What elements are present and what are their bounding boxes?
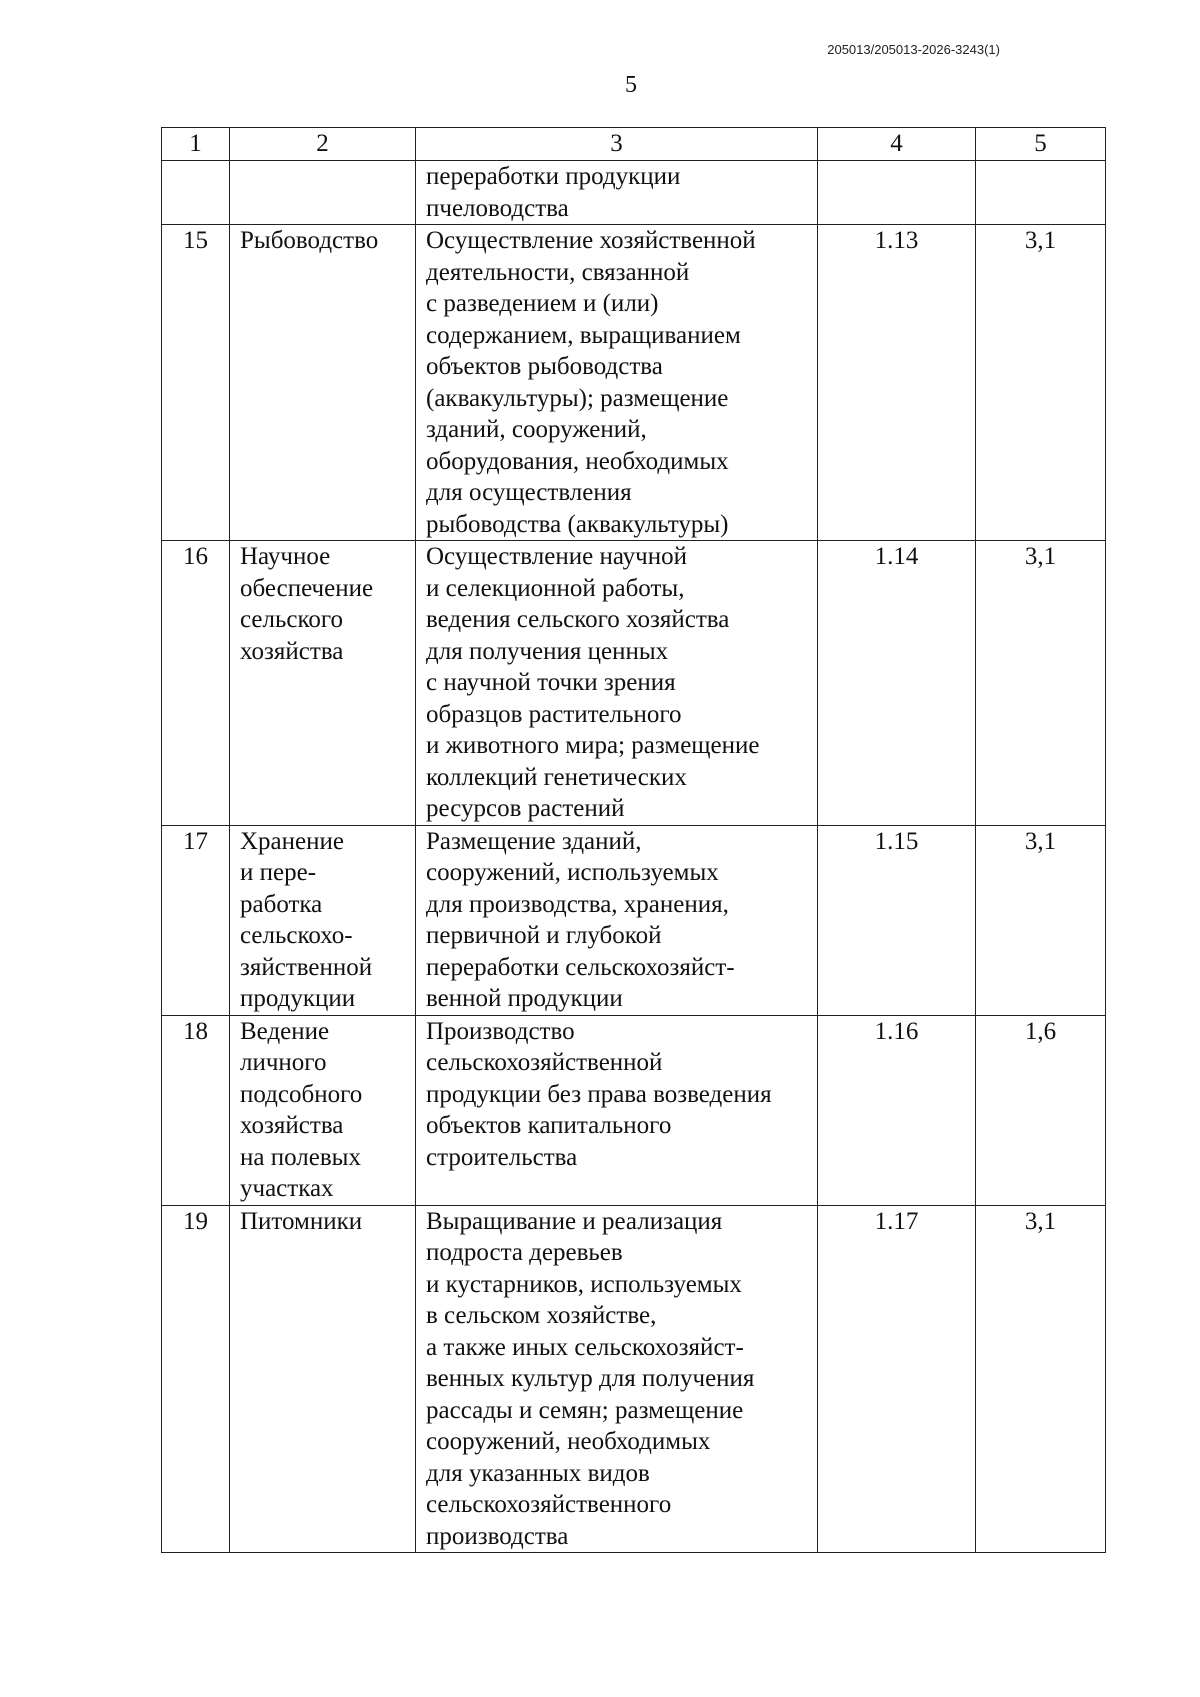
use-type-description: Производство сельскохозяйственной продукции без права возведения объектов капитального строительства [416, 1015, 818, 1205]
classifier-code: 1.15 [818, 825, 976, 1015]
table-row [162, 825, 1106, 1015]
use-type-name [230, 161, 416, 225]
coefficient-value: 3,1 [976, 1205, 1106, 1553]
use-type-name: Хранение и пере- работка сельскохо- зяйственной продукции [230, 825, 416, 1015]
document-id: 205013/205013-2026-3243(1) [827, 42, 1000, 57]
coefficient-value: 3,1 [976, 541, 1106, 826]
use-type-description: Осуществление научной и селекционной работы, ведения сельского хозяйства для получения ценных с научной точки зрения образцов растительного и животного мира; размещение коллекций генетических ресурсов растений [416, 541, 818, 826]
classifier-code: 1.13 [818, 225, 976, 541]
classifier-code: 1.17 [818, 1205, 976, 1553]
use-type-name: Питомники [230, 1205, 416, 1553]
row-number: 16 [162, 541, 230, 826]
table-row [162, 161, 1106, 225]
row-number: 17 [162, 825, 230, 1015]
table-row [162, 541, 1106, 826]
land-use-table [161, 127, 1106, 1553]
row-number: 15 [162, 225, 230, 541]
coefficient-value: 3,1 [976, 825, 1106, 1015]
use-type-name: Ведение личного подсобного хозяйства на полевых участках [230, 1015, 416, 1205]
table-row [162, 1015, 1106, 1205]
header-cell: 5 [976, 128, 1106, 161]
header-cell: 4 [818, 128, 976, 161]
classifier-code: 1.16 [818, 1015, 976, 1205]
use-type-description: Размещение зданий, сооружений, используемых для производства, хранения, первичной и глубокой переработки сельскохозяйст- венной продукции [416, 825, 818, 1015]
header-cell: 2 [230, 128, 416, 161]
use-type-name: Рыбоводство [230, 225, 416, 541]
use-type-description: Выращивание и реализация подроста деревьев и кустарников, используемых в сельском хозяйстве, а также иных сельскохозяйст- венных культур для получения рассады и семян; размещение сооружений, необходимых для указанных видов сельскохозяйственного производства [416, 1205, 818, 1553]
use-type-description: Осуществление хозяйственной деятельности, связанной с разведением и (или) содержанием, выращиванием объектов рыбоводства (аквакультуры); размещение зданий, сооружений, оборудования, необходимых для осуществления рыбоводства (аквакультуры) [416, 225, 818, 541]
use-type-name: Научное обеспечение сельского хозяйства [230, 541, 416, 826]
row-number: 18 [162, 1015, 230, 1205]
table-row [162, 1205, 1106, 1553]
coefficient-value: 1,6 [976, 1015, 1106, 1205]
use-type-description: переработки продукции пчеловодства [416, 161, 818, 225]
row-number: 19 [162, 1205, 230, 1553]
header-cell: 1 [162, 128, 230, 161]
table-row [162, 225, 1106, 541]
classifier-code [818, 161, 976, 225]
coefficient-value [976, 161, 1106, 225]
coefficient-value: 3,1 [976, 225, 1106, 541]
page-number: 5 [625, 72, 637, 98]
row-number [162, 161, 230, 225]
classifier-code: 1.14 [818, 541, 976, 826]
header-cell: 3 [416, 128, 818, 161]
table-header-row [162, 128, 1106, 161]
